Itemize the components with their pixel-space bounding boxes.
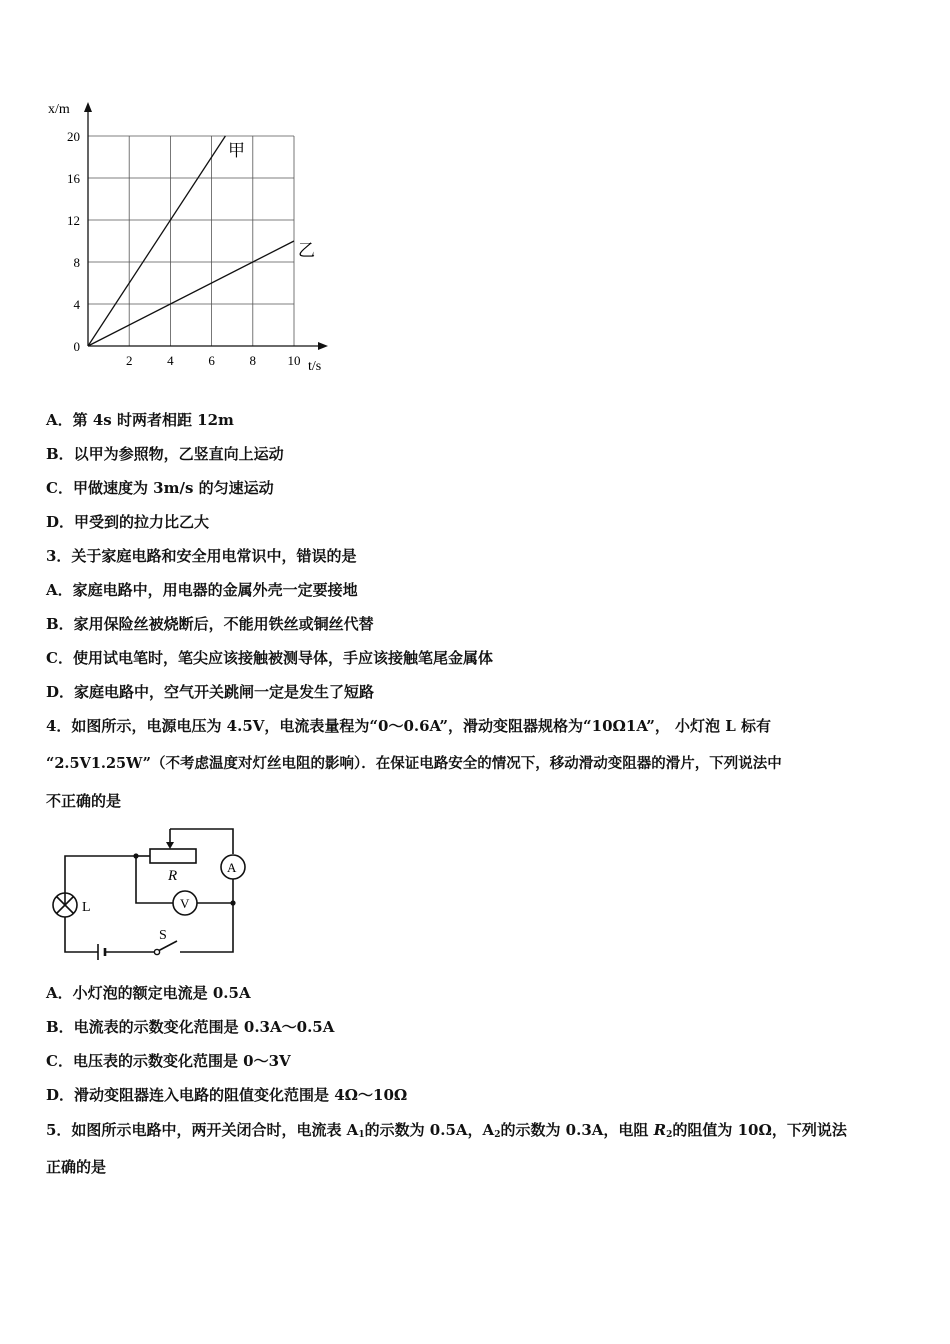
q2-option-d: D．甲受到的拉力比乙大 [46,513,210,531]
q5-sub2: 2 [494,1130,501,1140]
q3-stem: 3．关于家庭电路和安全用电常识中，错误的是 [46,547,357,565]
q5-sub1: 1 [358,1130,365,1140]
q4-option-b: B．电流表的示数变化范围是 0.3A～0.5A [46,1018,335,1036]
q4-stem-line3: 不正确的是 [46,792,122,810]
q4-option-c: C．电压表的示数变化范围是 0～3V [46,1052,291,1070]
graph-ticks [67,129,301,368]
wire-ammeter-down [180,879,233,952]
q4-stem-line1: 4．如图所示，电源电压为 4.5V，电流表量程为“0～0.6A”，滑动变阻器规格为“10Ω1A”， 小灯泡 L 标有 [46,717,772,735]
y-tick-label: 12 [67,213,80,228]
q3-option-b: B．家用保险丝被烧断后，不能用铁丝或铜丝代替 [46,615,374,633]
y-axis-label: x/m [48,102,70,117]
x-tick-label: 10 [287,353,301,368]
circuit-diagram [40,820,260,965]
label-resistor: R [168,868,178,884]
q4-option-d: D．滑动变阻器连入电路的阻值变化范围是 4Ω～10Ω [46,1086,408,1104]
slider-arrowhead [166,842,174,849]
junction-right [230,900,235,905]
q5-stem-part4: 的阻值为 10Ω，下列说法 [672,1121,847,1139]
wire-lamp-down [65,917,98,952]
graph-grid [88,136,294,346]
graph-axes [84,102,328,350]
rheostat-resistor [150,849,196,863]
label-switch: S [159,928,167,943]
x-tick-label: 8 [249,353,257,368]
x-axis-label: t/s [308,359,322,374]
q5-stem-line1 [46,1120,847,1145]
graph-series [88,136,294,346]
series-line-yi [88,241,294,346]
wire-top-left [65,856,136,904]
q3-option-c: C．使用试电笔时，笔尖应该接触被测导体，手应该接触笔尾金属体 [46,649,493,667]
y-tick-label: 0 [73,339,80,354]
motion-graph [40,95,340,380]
y-axis-arrow [84,102,92,112]
q5-r-symbol: R [653,1121,667,1139]
q2-option-a: A．第 4s 时两者相距 12m [46,411,234,429]
q3-option-d: D．家庭电路中，空气开关跳闸一定是发生了短路 [46,683,375,701]
y-tick-label: 8 [73,255,80,270]
q5-stem-part3: 的示数为 0.3A，电阻 [500,1121,654,1139]
y-tick-label: 4 [73,297,80,312]
q3-option-a: A．家庭电路中，用电器的金属外壳一定要接地 [46,581,358,599]
q4-stem-line2: “2.5V1.25W”（不考虑温度对灯丝电阻的影响）．在保证电路安全的情况下，移动滑动变阻器的滑片，下列说法中 [46,755,782,772]
x-axis-arrow [318,342,328,350]
y-tick-label: 16 [67,171,80,186]
slider-wire [170,829,233,854]
switch-pivot [154,949,159,954]
q2-option-c: C．甲做速度为 3m/s 的匀速运动 [46,479,274,497]
x-tick-label: 2 [125,353,133,368]
q5-stem-part1: 5．如图所示电路中，两开关闭合时，电流表 A [46,1121,359,1139]
series-line-jia [88,136,225,346]
x-tick-label: 6 [208,353,215,368]
series-label-yi: 乙 [298,241,315,260]
q5-stem-part2: 的示数为 0.5A，A [364,1121,495,1139]
y-tick-label: 20 [67,129,80,144]
q2-option-b: B．以甲为参照物，乙竖直向上运动 [46,445,284,463]
q4-option-a: A．小灯泡的额定电流是 0.5A [46,984,251,1002]
q5-stem-line2: 正确的是 [46,1158,107,1176]
label-ammeter: A [227,860,237,875]
label-lamp: L [82,900,91,915]
q5-sub3: 2 [666,1130,673,1140]
label-voltmeter: V [180,896,190,911]
junction-left [133,853,138,858]
x-tick-label: 4 [167,353,174,368]
series-label-jia: 甲 [228,141,245,160]
